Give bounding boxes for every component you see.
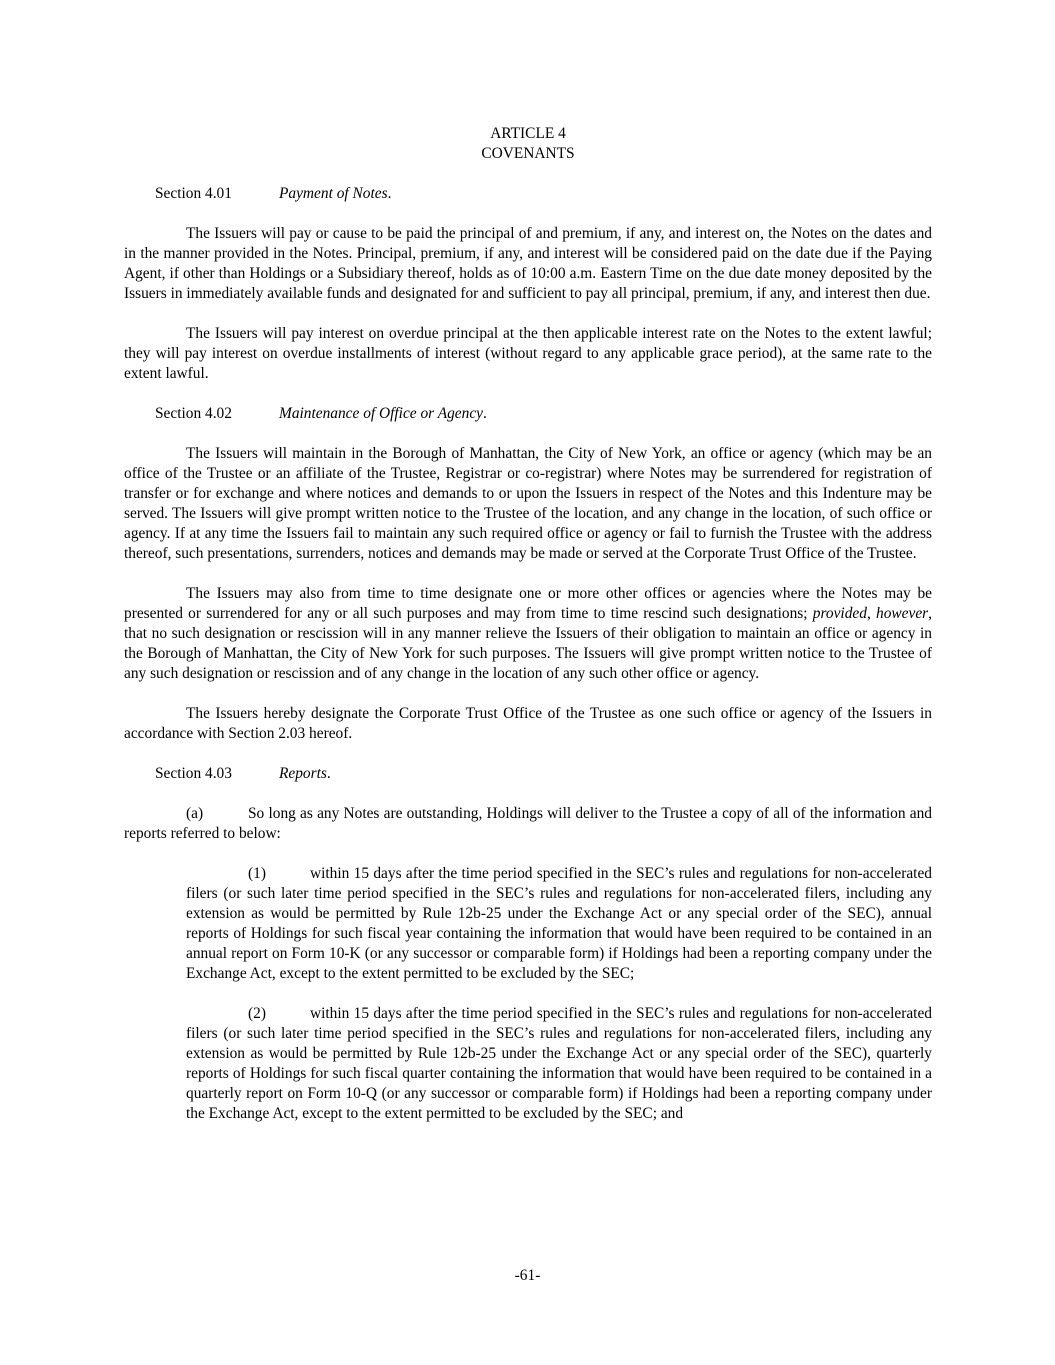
italic-provided: provided [812,605,867,622]
section-4-01-heading: Section 4.01 Payment of Notes. [155,185,392,202]
article-number: ARTICLE 4 [490,125,566,142]
paragraph: The Issuers hereby designate the Corporate Trust Office of the Trustee as one such office or agency of the Issuers in accordance with Section 2.03 hereof. [124,705,932,742]
document-page [124,124,932,1144]
text-run: The Issuers may also from time to time designate one or more other offices or agencies where the Notes may be presented or surrendered for any or all such purposes and may from time to time rescind such designations; [124,585,932,622]
item-label: (2) [248,1005,266,1022]
clause-a [124,804,932,844]
italic-however: however [876,605,929,622]
text-run: , [866,605,876,622]
item-label: (1) [248,865,266,882]
article-title: COVENANTS [481,145,575,162]
section-number: Section 4.02 [155,405,232,422]
paragraph [124,584,932,684]
section-number: Section 4.03 [155,765,232,782]
list-item-2 [186,1004,932,1124]
page-number: -61- [514,1267,541,1284]
list-item-1 [186,864,932,984]
clause-label: (a) [186,805,204,822]
section-4-03-heading: Section 4.03 Reports. [155,765,331,782]
section-title: Payment of Notes [279,185,388,202]
section-title: Maintenance of Office or Agency [279,405,484,422]
section-4-02-heading: Section 4.02 Maintenance of Office or Agency. [155,405,487,422]
clause-text: So long as any Notes are outstanding, Holdings will deliver to the Trustee a copy of all of the information and reports referred to below: [124,805,932,842]
paragraph: The Issuers will pay or cause to be paid the principal of and premium, if any, and interest on, the Notes on the dates and in the manner provided in the Notes. Principal, premium, if any, and interest will be considered paid on the date due if the Paying Agent, if other than Holdings or a Subsidiary thereof, holds as of 10:00 a.m. Eastern Time on the due date money deposited by the Issuers in immediately available funds and designated for and sufficient to pay all principal, premium, if any, and interest then due. [124,225,932,302]
item-text: within 15 days after the time period specified in the SEC’s rules and regulations for non-accelerated filers (or such later time period specified in the SEC’s rules and regulations for non-accelerated filers, including any extension as would be permitted by Rule 12b-25 under the Exchange Act or any special order of the SEC), annual reports of Holdings for such fiscal year containing the information that would have been required to be contained in an annual report on Form 10-K (or any successor or comparable form) if Holdings had been a reporting company under the Exchange Act, except to the extent permitted to be excluded by the SEC; [186,865,932,982]
paragraph: The Issuers will maintain in the Borough of Manhattan, the City of New York, an office or agency (which may be an office of the Trustee or an affiliate of the Trustee, Registrar or co-registrar) where Notes may be surrendered for registration of transfer or for exchange and where notices and demands to or upon the Issuers in respect of the Notes and this Indenture may be served. The Issuers will give prompt written notice to the Trustee of the location, and any change in the location, of such office or agency. If at any time the Issuers fail to maintain any such required office or agency or fail to furnish the Trustee with the address thereof, such presentations, surrenders, notices and demands may be made or served at the Corporate Trust Office of the Trustee. [124,445,932,562]
text-run: , that no such designation or rescission will in any manner relieve the Issuers of their obligation to maintain an office or agency in the Borough of Manhattan, the City of New York for such purposes. The Issuers will give prompt written notice to the Trustee of any such designation or rescission and of any change in the location of any such other office or agency. [124,605,932,682]
section-title: Reports [279,765,327,782]
section-number: Section 4.01 [155,185,232,202]
paragraph: The Issuers will pay interest on overdue principal at the then applicable interest rate on the Notes to the extent lawful; they will pay interest on overdue installments of interest (without regard to any applicable grace period), at the same rate to the extent lawful. [124,325,932,382]
item-text: within 15 days after the time period specified in the SEC’s rules and regulations for non-accelerated filers (or such later time period specified in the SEC’s rules and regulations for non-accelerated filers, including any extension as would be permitted by Rule 12b-25 under the Exchange Act or any special order of the SEC), quarterly reports of Holdings for such fiscal quarter containing the information that would have been required to be contained in a quarterly report on Form 10-Q (or any successor or comparable form) if Holdings had been a reporting company under the Exchange Act, except to the extent permitted to be excluded by the SEC; and [186,1005,932,1122]
